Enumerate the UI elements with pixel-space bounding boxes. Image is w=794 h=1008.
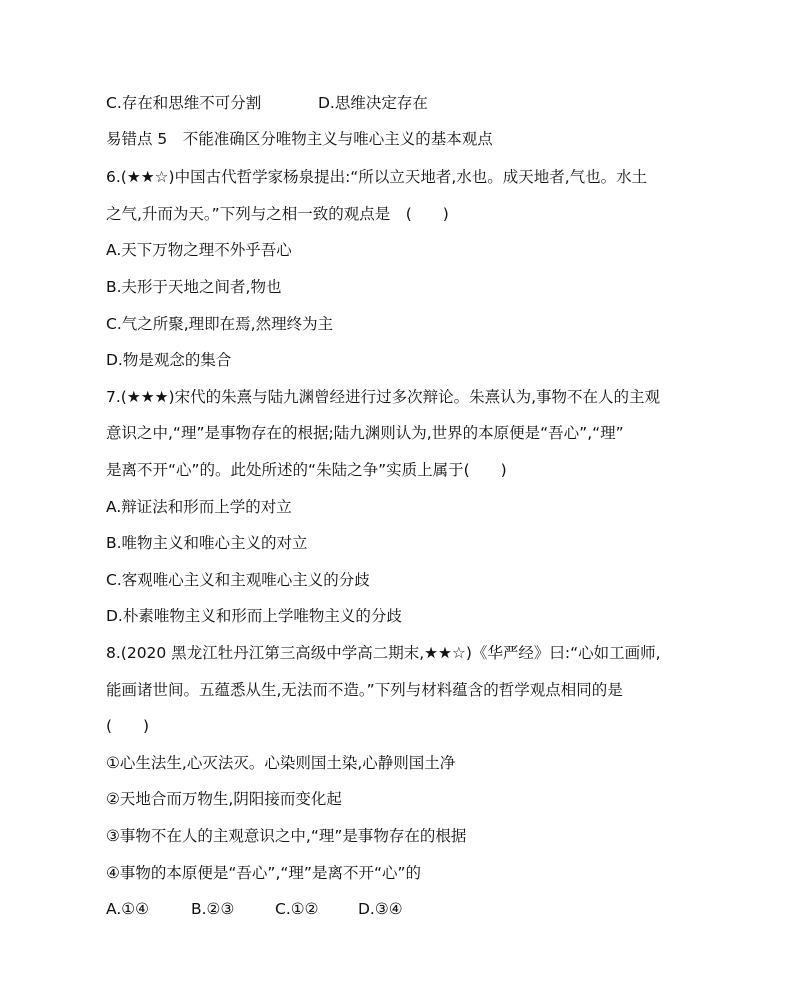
q8-stem-line1: 8.(2020 黑龙江牡丹江第三高级中学高二期末,★★☆)《华严经》曰:“心如工画师, <box>106 644 661 662</box>
section-heading: 易错点 5 不能准确区分唯物主义与唯心主义的基本观点 <box>106 130 493 148</box>
q6-option-c: C.气之所聚,理即在焉,然理终为主 <box>106 315 334 333</box>
q7-option-a: A.辩证法和形而上学的对立 <box>106 498 292 516</box>
q8-statement-3: ③事物不在人的主观意识之中,“理”是事物存在的根据 <box>106 827 467 845</box>
q5-option-d: D.思维决定存在 <box>318 94 428 112</box>
q6-stem-line2: 之气,升而为天。”下列与之相一致的观点是 ( ) <box>106 205 449 223</box>
q6-option-a: A.天下万物之理不外乎吾心 <box>106 241 292 259</box>
q8-statement-1: ①心生法生,心灭法灭。心染则国土染,心静则国土净 <box>106 754 456 772</box>
q8-option-b: B.②③ <box>191 900 235 918</box>
q7-stem-line2: 意识之中,“理”是事物存在的根据;陆九渊则认为,世界的本原便是“吾心”,“理” <box>106 424 624 442</box>
q8-stem-line2: 能画诸世间。五蕴悉从生,无法而不造。”下列与材料蕴含的哲学观点相同的是 <box>106 681 623 699</box>
q6-stem-line1: 6.(★★☆)中国古代哲学家杨泉提出:“所以立天地者,水也。成天地者,气也。水土 <box>106 168 648 186</box>
q6-option-b: B.夫形于天地之间者,物也 <box>106 278 282 296</box>
q7-option-c: C.客观唯心主义和主观唯心主义的分歧 <box>106 571 370 589</box>
q7-stem-line1: 7.(★★★)宋代的朱熹与陆九渊曾经进行过多次辩论。朱熹认为,事物不在人的主观 <box>106 388 660 406</box>
q7-stem-line3: 是离不开“心”的。此处所述的“朱陆之争”实质上属于( ) <box>106 461 507 479</box>
q5-option-c: C.存在和思维不可分割 <box>106 94 262 112</box>
q8-stem-line3: ( ) <box>106 717 150 735</box>
q6-option-d: D.物是观念的集合 <box>106 351 232 369</box>
q7-option-d: D.朴素唯物主义和形而上学唯物主义的分歧 <box>106 607 402 625</box>
q7-option-b: B.唯物主义和唯心主义的对立 <box>106 534 308 552</box>
q8-option-a: A.①④ <box>106 900 150 918</box>
q8-statement-2: ②天地合而万物生,阴阳接而变化起 <box>106 790 342 808</box>
q8-statement-4: ④事物的本原便是“吾心”,“理”是离不开“心”的 <box>106 864 422 882</box>
q8-option-d: D.③④ <box>358 900 403 918</box>
q8-option-c: C.①② <box>275 900 319 918</box>
